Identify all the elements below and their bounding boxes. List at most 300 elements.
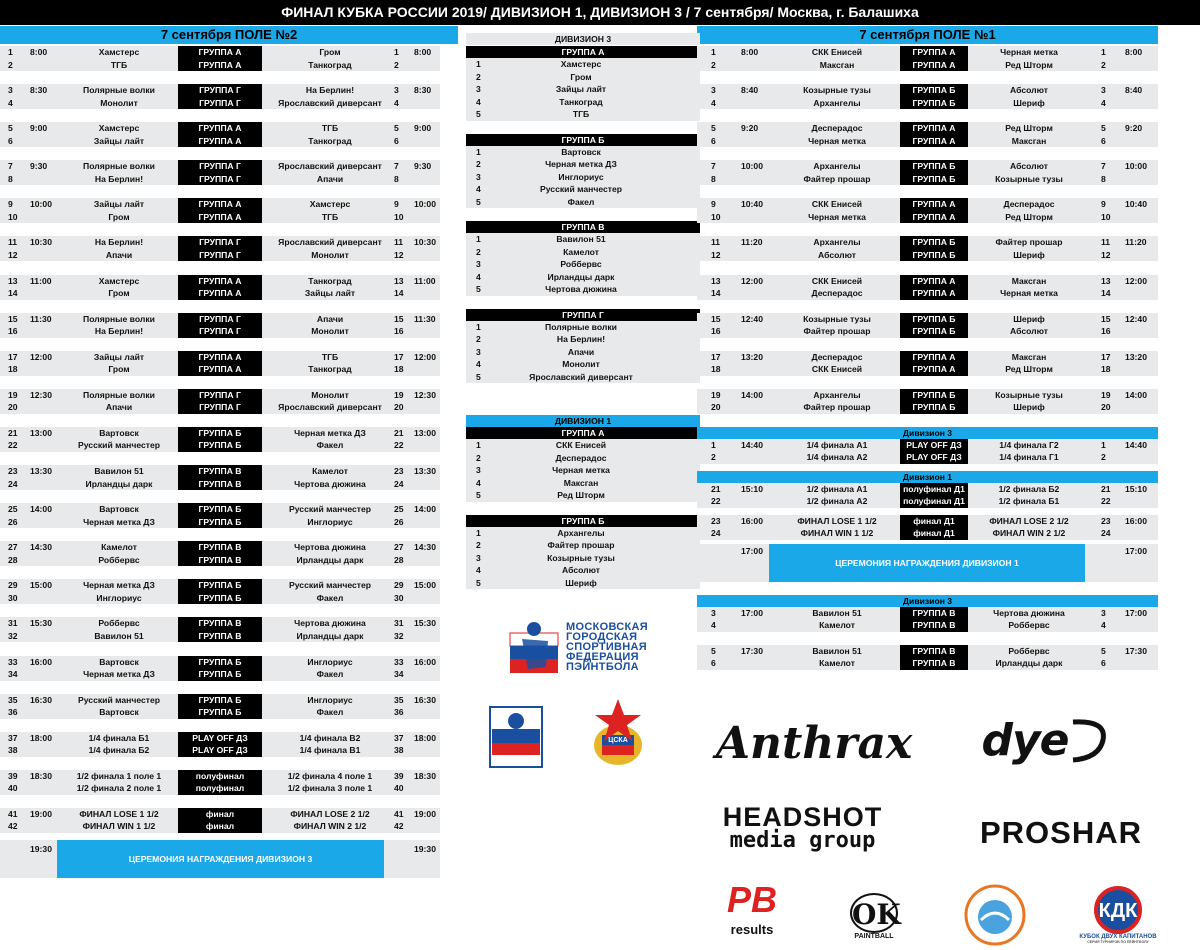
game-time-right: 8:00 xyxy=(1125,47,1143,57)
game-time: 11:30 xyxy=(30,313,52,324)
team-left: 1/4 финала Б1 xyxy=(88,732,150,743)
mgsfp-line-1: МОСКОВСКАЯ xyxy=(566,621,648,633)
group-tag: ГРУППА А xyxy=(178,363,262,376)
group-tag: ГРУППА А xyxy=(178,46,262,59)
group-tag: ГРУППА А xyxy=(900,275,968,288)
team-right: 1/2 финала 3 поле 1 xyxy=(287,783,373,794)
game-number: 11 xyxy=(711,237,721,248)
game-time: 13:30 xyxy=(30,466,52,477)
game-time: 13:20 xyxy=(741,351,763,362)
game-row xyxy=(0,249,440,262)
rfp-logo xyxy=(488,705,544,769)
game-number-right: 17 xyxy=(1101,351,1111,362)
game-number-right: 2 xyxy=(1101,59,1106,70)
game-time: 12:00 xyxy=(30,351,52,362)
game-number: 9 xyxy=(711,199,716,210)
game-number-right: 3 xyxy=(394,85,399,96)
game-number: 5 xyxy=(711,123,716,134)
spacer xyxy=(0,376,440,389)
game-time: 14:00 xyxy=(741,389,763,400)
team-right: Чертова дюжина xyxy=(294,618,366,629)
game-number-right: 40 xyxy=(394,783,404,794)
game-time-right: 8:00 xyxy=(414,47,432,57)
game-number: 36 xyxy=(8,707,18,718)
group-tag: ГРУППА А xyxy=(900,59,968,72)
game-row xyxy=(0,478,440,491)
team-right: Ярославский диверсант xyxy=(278,237,382,248)
group-title: ГРУППА Г xyxy=(466,309,700,321)
team-left: ТГБ xyxy=(110,59,128,70)
group-team-name: Чертова дюжина xyxy=(545,284,617,294)
game-number: 2 xyxy=(8,59,13,70)
game-number-right: 18 xyxy=(394,364,404,375)
game-time: 16:30 xyxy=(30,694,52,705)
team-rank: 5 xyxy=(476,109,481,119)
game-row xyxy=(0,287,440,300)
group-team-row xyxy=(466,489,700,502)
group-tag: ГРУППА Б xyxy=(178,706,262,719)
game-time: 8:40 xyxy=(741,85,759,96)
spacer xyxy=(697,71,1158,84)
game-number: 15 xyxy=(711,313,721,324)
group-team-name: Факел xyxy=(567,196,595,207)
game-number: 14 xyxy=(8,288,18,299)
spacer xyxy=(697,338,1158,351)
team-rank: 2 xyxy=(476,334,481,344)
group-team-name: Вартовск xyxy=(561,146,601,157)
team-rank: 2 xyxy=(476,540,481,550)
group-tag: ГРУППА А xyxy=(178,211,262,224)
team-rank: 2 xyxy=(476,159,481,169)
game-time-right: 11:20 xyxy=(1125,237,1147,248)
game-row xyxy=(697,46,1158,59)
team-right: Козырные тузы xyxy=(995,389,1063,400)
game-number-right: 1 xyxy=(1101,439,1106,450)
group-team-row xyxy=(466,171,700,184)
game-number: 12 xyxy=(711,249,721,260)
game-number-right: 29 xyxy=(394,580,404,591)
group-tag: полуфинал xyxy=(178,782,262,795)
ok-paintball-logo xyxy=(840,888,908,944)
game-number-right: 19 xyxy=(394,389,404,400)
game-number-right: 17 xyxy=(394,351,404,362)
group-tag: ГРУППА А xyxy=(178,59,262,72)
team-right: 1/4 финала В1 xyxy=(299,745,361,756)
group-tag: ГРУППА А xyxy=(900,46,968,59)
game-time: 16:00 xyxy=(741,515,763,526)
team-right: Абсолют xyxy=(1010,161,1048,172)
game-number: 5 xyxy=(711,645,716,656)
group-tag: ГРУППА Г xyxy=(178,313,262,326)
rfp-text: РФП xyxy=(504,754,528,765)
game-row xyxy=(697,645,1158,658)
game-number: 16 xyxy=(8,326,18,337)
game-number: 26 xyxy=(8,516,18,527)
group-tag: ГРУППА Г xyxy=(178,401,262,414)
group-tag: ГРУППА В xyxy=(178,617,262,630)
team-rank: 1 xyxy=(476,234,481,244)
group-team-name: Гром xyxy=(570,71,592,82)
game-time-right: 12:00 xyxy=(1125,275,1147,286)
team-rank: 3 xyxy=(476,259,481,269)
team-rank: 3 xyxy=(476,84,481,94)
team-left: Черная метка xyxy=(808,211,866,222)
game-time-right: 18:30 xyxy=(414,770,436,781)
team-left: Ирландцы дарк xyxy=(85,478,153,489)
svg-text:КДК: КДК xyxy=(1098,900,1138,922)
team-rank: 4 xyxy=(476,359,481,369)
game-time-right: 16:00 xyxy=(1125,515,1147,526)
group-tag: ГРУППА А xyxy=(900,122,968,135)
team-left: Файтер прошар xyxy=(803,402,871,413)
game-number-right: 35 xyxy=(394,694,404,705)
game-time-right: 11:00 xyxy=(414,275,436,286)
game-time-right: 15:30 xyxy=(414,618,436,629)
team-rank: 1 xyxy=(476,59,481,69)
group-tag: ГРУППА В xyxy=(178,478,262,491)
game-number: 2 xyxy=(711,59,716,70)
group-team-name: Черная метка xyxy=(552,465,610,475)
group-team-row xyxy=(466,371,700,384)
game-number: 1 xyxy=(8,47,13,57)
game-row xyxy=(0,706,440,719)
game-number-right: 13 xyxy=(394,275,404,286)
group-block xyxy=(466,46,700,121)
team-left: Монолит xyxy=(100,97,138,108)
team-right: Черная метка xyxy=(1000,47,1058,57)
mgsfp-line-5: ПЭЙНТБОЛА xyxy=(566,661,639,673)
team-left: На Берлин! xyxy=(94,326,144,337)
team-left: Вартовск xyxy=(99,656,139,667)
team-right: Файтер прошар xyxy=(995,237,1063,248)
game-number-right: 12 xyxy=(394,249,404,260)
group-team-row xyxy=(466,552,700,565)
game-row xyxy=(697,607,1158,620)
team-right: Козырные тузы xyxy=(995,173,1063,184)
team-left: Вавилон 51 xyxy=(94,630,144,641)
game-time-right: 9:30 xyxy=(414,161,432,172)
group-tag: ГРУППА В xyxy=(178,465,262,478)
game-time: 12:30 xyxy=(30,389,52,400)
team-right: Ирландцы дарк xyxy=(296,554,364,565)
team-left: Десперадос xyxy=(811,123,863,134)
team-left: Полярные волки xyxy=(83,161,155,172)
group-team-row xyxy=(466,183,700,196)
team-right: Десперадос xyxy=(1003,199,1055,210)
results-text: results xyxy=(730,922,774,937)
team-rank: 2 xyxy=(476,246,481,257)
anthrax-logo: Anthrax xyxy=(715,717,913,769)
group-title: ГРУППА Б xyxy=(466,515,700,527)
group-team-row xyxy=(466,71,700,84)
game-time: 8:30 xyxy=(30,85,48,96)
game-row xyxy=(697,515,1158,528)
game-time-right: 8:40 xyxy=(1125,85,1143,96)
game-number: 21 xyxy=(711,483,721,494)
group-team-row xyxy=(466,233,700,246)
game-row xyxy=(0,465,440,478)
spacer xyxy=(697,376,1158,389)
team-right: ТГБ xyxy=(321,351,339,362)
game-time-right: 14:40 xyxy=(1125,439,1147,450)
game-row xyxy=(0,694,440,707)
game-time-right: 19:00 xyxy=(414,808,436,819)
team-rank: 1 xyxy=(476,527,481,538)
spacer xyxy=(0,604,440,617)
game-number-right: 14 xyxy=(394,288,404,299)
game-row xyxy=(0,630,440,643)
game-time-right: 14:00 xyxy=(414,504,436,515)
game-number: 14 xyxy=(711,288,721,299)
group-tag: ГРУППА В xyxy=(178,554,262,567)
division-bar: Дивизион 3 xyxy=(697,595,1158,607)
game-number: 6 xyxy=(711,658,716,669)
team-left: Абсолют xyxy=(818,249,856,260)
group-tag: PLAY OFF ДЗ xyxy=(178,744,262,757)
game-number-right: 1 xyxy=(394,47,399,57)
game-number-right: 36 xyxy=(394,707,404,718)
spacer xyxy=(0,223,440,236)
group-team-name: Роббервс xyxy=(560,259,602,269)
game-number: 24 xyxy=(711,528,721,539)
ceremony-time-right: 19:30 xyxy=(414,843,436,854)
game-number-right: 4 xyxy=(394,97,399,108)
team-left: Архангелы xyxy=(813,97,861,108)
game-time: 9:30 xyxy=(30,161,48,172)
team-left: Полярные волки xyxy=(83,313,155,324)
game-number: 33 xyxy=(8,656,18,667)
team-right: Монолит xyxy=(311,326,349,337)
team-rank: 3 xyxy=(476,171,481,182)
team-left: Вартовск xyxy=(99,504,139,515)
game-number-right: 9 xyxy=(394,199,399,210)
game-time: 8:00 xyxy=(741,47,759,57)
group-tag: ГРУППА Г xyxy=(178,160,262,173)
group-team-name: Ред Шторм xyxy=(557,490,605,500)
spacer xyxy=(697,414,1158,427)
team-left: ФИНАЛ WIN 1 1/2 xyxy=(82,821,156,832)
team-left: Зайцы лайт xyxy=(93,135,145,146)
group-team-name: Апачи xyxy=(567,346,595,357)
game-row xyxy=(0,135,440,148)
spacer xyxy=(697,261,1158,274)
game-time-right: 15:10 xyxy=(1125,483,1147,494)
group-tag: ГРУППА Б xyxy=(900,249,968,262)
game-number: 21 xyxy=(8,427,18,438)
game-row xyxy=(697,236,1158,249)
team-left: На Берлин! xyxy=(94,173,144,184)
game-number: 22 xyxy=(8,440,18,451)
team-left: Архангелы xyxy=(813,237,861,248)
group-team-name: Зайцы лайт xyxy=(555,84,607,94)
game-row xyxy=(0,808,440,821)
group-tag: финал Д1 xyxy=(900,527,968,540)
field2-schedule xyxy=(0,46,440,878)
game-number-right: 4 xyxy=(1101,97,1106,108)
group-tag: ГРУППА В xyxy=(900,645,968,658)
team-left: Десперадос xyxy=(811,351,863,362)
game-number-right: 33 xyxy=(394,656,404,667)
group-tag: ГРУППА Г xyxy=(178,249,262,262)
game-number-right: 24 xyxy=(1101,528,1111,539)
game-number: 39 xyxy=(8,770,18,781)
team-right: Шериф xyxy=(1013,249,1045,260)
group-tag: ГРУППА Б xyxy=(900,236,968,249)
game-row xyxy=(697,275,1158,288)
group-tag: ГРУППА В xyxy=(178,630,262,643)
group-title: ГРУППА А xyxy=(466,427,700,439)
group-tag: PLAY OFF ДЗ xyxy=(900,439,968,452)
group-team-name: Десперадос xyxy=(555,452,607,463)
game-time: 12:40 xyxy=(741,313,763,324)
game-time-right: 14:30 xyxy=(414,542,436,553)
game-row xyxy=(0,236,440,249)
team-left: СКК Енисей xyxy=(811,199,863,210)
game-time-right: 15:00 xyxy=(414,580,436,591)
game-number-right: 32 xyxy=(394,630,404,641)
mgsfp-line-2: ГОРОДСКАЯ xyxy=(566,631,638,643)
game-number-right: 5 xyxy=(1101,645,1106,656)
team-left: Хамстерс xyxy=(98,47,140,57)
game-row xyxy=(0,59,440,72)
game-time: 16:00 xyxy=(30,656,52,667)
game-number: 8 xyxy=(711,173,716,184)
game-row xyxy=(0,173,440,186)
group-team-row xyxy=(466,146,700,159)
team-right: Факел xyxy=(316,669,344,679)
group-tag: ГРУППА Б xyxy=(178,579,262,592)
game-number-right: 10 xyxy=(1101,211,1111,222)
team-right: Факел xyxy=(316,592,344,603)
game-time: 19:00 xyxy=(30,808,52,819)
group-team-row xyxy=(466,196,700,209)
group-team-name: Шериф xyxy=(565,577,597,588)
team-right: Абсолют xyxy=(1010,326,1048,337)
team-left: Камелот xyxy=(101,542,137,553)
game-number: 25 xyxy=(8,504,18,515)
game-row xyxy=(697,363,1158,376)
division-bar: Дивизион 3 xyxy=(697,427,1158,439)
team-rank: 2 xyxy=(476,452,481,463)
team-rank: 3 xyxy=(476,552,481,563)
group-tag: ГРУППА А xyxy=(178,287,262,300)
game-number: 1 xyxy=(711,47,716,57)
team-left: Вавилон 51 xyxy=(812,607,862,618)
game-number-right: 9 xyxy=(1101,199,1106,210)
game-time: 17:30 xyxy=(741,645,763,656)
group-tag: ГРУППА В xyxy=(178,541,262,554)
game-time-right: 11:30 xyxy=(414,313,436,324)
game-number-right: 19 xyxy=(1101,389,1111,400)
group-block xyxy=(466,515,700,590)
spacer xyxy=(0,719,440,732)
spacer xyxy=(0,528,440,541)
group-tag: финал Д1 xyxy=(900,515,968,528)
game-time: 18:00 xyxy=(30,732,52,743)
game-number-right: 20 xyxy=(1101,402,1111,413)
ceremony-time: 17:00 xyxy=(741,545,763,556)
team-left: 1/4 финала Б2 xyxy=(88,745,150,756)
team-right: Хамстерс xyxy=(309,199,351,210)
game-number: 38 xyxy=(8,745,18,756)
team-rank: 4 xyxy=(476,565,481,575)
game-row xyxy=(0,351,440,364)
game-row xyxy=(0,198,440,211)
team-rank: 3 xyxy=(476,465,481,475)
game-number: 20 xyxy=(8,402,18,413)
team-rank: 4 xyxy=(476,96,481,107)
game-number-right: 15 xyxy=(394,313,404,324)
game-time: 8:00 xyxy=(30,47,48,57)
spacer xyxy=(0,261,440,274)
spacer xyxy=(0,109,440,122)
game-time-right: 18:00 xyxy=(414,732,436,743)
game-number-right: 28 xyxy=(394,554,404,565)
spacer xyxy=(697,464,1158,471)
ok-sub-text: PAINTBALL xyxy=(854,932,894,940)
game-time: 11:00 xyxy=(30,275,52,286)
game-number-right: 22 xyxy=(394,440,404,451)
game-row xyxy=(697,325,1158,338)
game-row xyxy=(697,249,1158,262)
spacer xyxy=(697,582,1158,595)
game-time-right: 16:00 xyxy=(414,656,436,667)
group-tag: ГРУППА Г xyxy=(178,236,262,249)
ceremony-time: 19:30 xyxy=(30,843,52,854)
team-right: Инглориус xyxy=(307,656,353,667)
game-number: 3 xyxy=(711,607,716,618)
group-team-row xyxy=(466,321,700,334)
team-left: Файтер прошар xyxy=(803,326,871,337)
team-right: Монолит xyxy=(311,249,349,260)
group-team-row xyxy=(466,346,700,359)
team-right: ФИНАЛ WIN 2 1/2 xyxy=(293,821,367,832)
ceremony-banner: ЦЕРЕМОНИЯ НАГРАЖДЕНИЯ ДИВИЗИОН 1 xyxy=(769,544,1085,582)
group-team-row xyxy=(466,464,700,477)
spacer xyxy=(0,795,440,808)
spacer xyxy=(0,642,440,655)
game-number-right: 13 xyxy=(1101,275,1111,286)
game-number: 8 xyxy=(8,173,13,184)
game-row xyxy=(0,541,440,554)
group-tag: ГРУППА Б xyxy=(900,389,968,402)
team-left: Архангелы xyxy=(813,389,861,400)
team-right: 1/4 финала В2 xyxy=(299,732,361,743)
game-number: 18 xyxy=(711,364,721,375)
team-rank: 5 xyxy=(476,490,481,500)
group-tag: ГРУППА В xyxy=(900,619,968,632)
team-right: 1/2 финала Б2 xyxy=(998,483,1060,494)
team-left: Козырные тузы xyxy=(803,85,871,96)
spacer xyxy=(697,300,1158,313)
team-right: Русский манчестер xyxy=(289,504,371,515)
game-number: 18 xyxy=(8,364,18,375)
group-tag: финал xyxy=(178,808,262,821)
group-team-row xyxy=(466,283,700,296)
team-right: Ирландцы дарк xyxy=(296,630,364,641)
game-number: 31 xyxy=(8,618,18,629)
game-row xyxy=(697,495,1158,508)
game-number: 34 xyxy=(8,669,18,679)
ceremony-banner: ЦЕРЕМОНИЯ НАГРАЖДЕНИЯ ДИВИЗИОН 3 xyxy=(57,840,384,878)
game-time-right: 16:30 xyxy=(414,694,436,705)
team-right: Черная метка xyxy=(1000,288,1058,299)
game-time: 15:00 xyxy=(30,580,52,591)
game-number: 32 xyxy=(8,630,18,641)
game-time-right: 9:00 xyxy=(414,123,432,134)
game-row xyxy=(0,401,440,414)
cska-text: ЦСКА xyxy=(608,737,628,744)
